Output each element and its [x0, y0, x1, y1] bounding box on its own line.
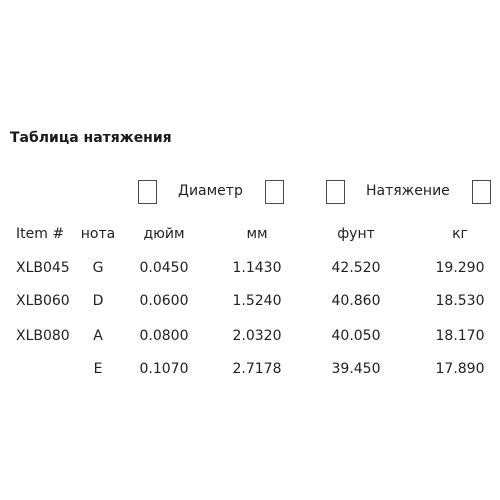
cell-note: G — [92, 260, 104, 276]
cell-note: A — [93, 328, 103, 344]
header-mm: мм — [246, 226, 268, 242]
tension-lb-checkbox[interactable] — [326, 180, 345, 204]
header-lb: фунт — [337, 226, 375, 242]
cell-lb: 40.050 — [331, 328, 381, 344]
cell-item: XLB060 — [16, 293, 70, 309]
cell-lb: 39.450 — [331, 361, 381, 377]
header-item: Item # — [16, 226, 65, 242]
cell-mm: 1.1430 — [232, 260, 282, 276]
cell-inch: 0.0600 — [139, 293, 189, 309]
header-kg: кг — [452, 226, 468, 242]
cell-inch: 0.1070 — [139, 361, 189, 377]
cell-mm: 2.0320 — [232, 328, 282, 344]
tension-kg-checkbox[interactable] — [472, 180, 491, 204]
cell-note: E — [93, 361, 103, 377]
cell-kg: 18.170 — [435, 328, 485, 344]
cell-item: XLB045 — [16, 260, 70, 276]
diameter-mm-checkbox[interactable] — [265, 180, 284, 204]
page-title: Таблица натяжения — [10, 130, 172, 146]
cell-note: D — [92, 293, 104, 309]
cell-inch: 0.0800 — [139, 328, 189, 344]
cell-inch: 0.0450 — [139, 260, 189, 276]
header-note: нота — [80, 226, 116, 242]
cell-item: XLB080 — [16, 328, 70, 344]
header-inch: дюйм — [143, 226, 185, 242]
cell-mm: 2.7178 — [232, 361, 282, 377]
cell-kg: 18.530 — [435, 293, 485, 309]
cell-kg: 17.890 — [435, 361, 485, 377]
diameter-inch-checkbox[interactable] — [138, 180, 157, 204]
tension-label: Натяжение — [366, 183, 450, 199]
diameter-label: Диаметр — [178, 183, 243, 199]
cell-lb: 40.860 — [331, 293, 381, 309]
cell-kg: 19.290 — [435, 260, 485, 276]
cell-mm: 1.5240 — [232, 293, 282, 309]
cell-lb: 42.520 — [331, 260, 381, 276]
